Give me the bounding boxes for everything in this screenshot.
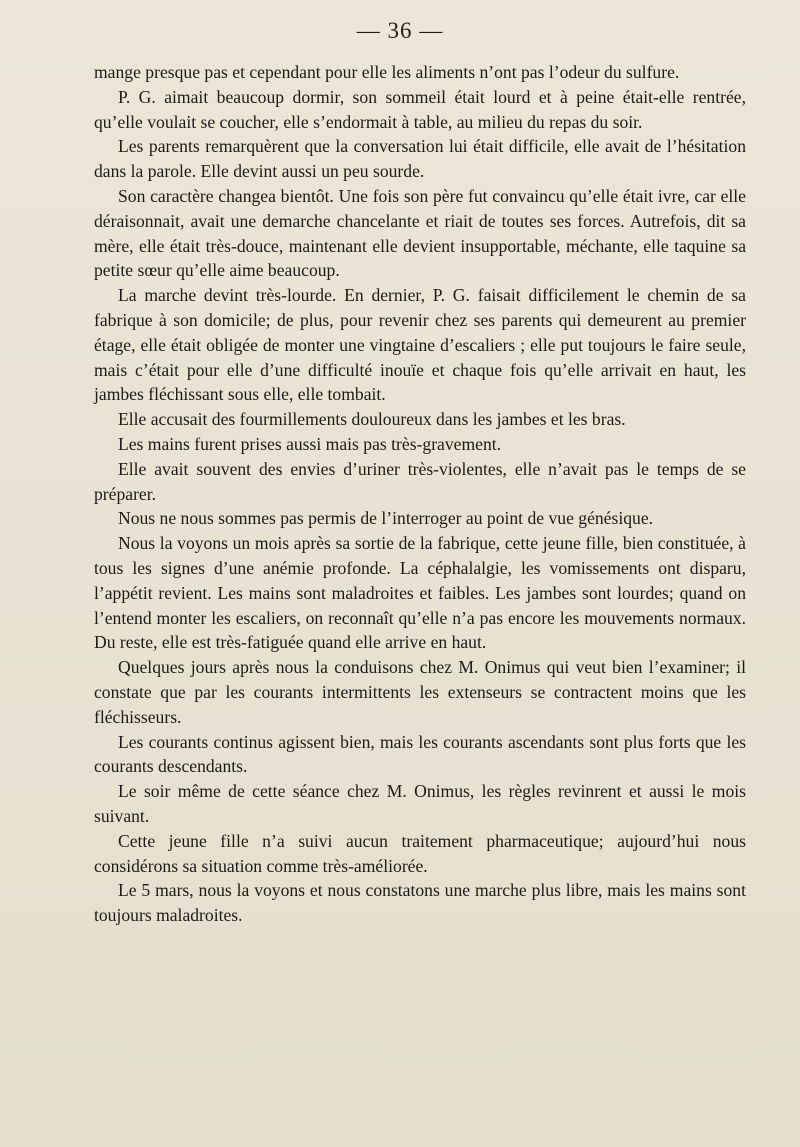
paragraph: Cette jeune fille n’a suivi aucun traitement pharmaceutique; aujourd’hui nous considérons sa situation comme très-améliorée.	[94, 830, 746, 876]
paragraph: Les parents remarquèrent que la conversation lui était difficile, elle avait de l’hésitation dans la parole. Elle devint aussi un peu sourde.	[94, 136, 746, 182]
paragraph: Nous ne nous sommes pas permis de l’interroger au point de vue génésique.	[118, 508, 654, 529]
paragraph: mange presque pas et cependant pour elle les aliments n’ont pas l’odeur du sulfure.	[94, 62, 680, 82]
paragraph: Le 5 mars, nous la voyons et nous constatons une marche plus libre, mais les mains sont toujours maladroites.	[94, 880, 746, 926]
page-number: — 36 —	[356, 18, 444, 43]
paragraph: Elle accusait des fourmillements douloureux dans les jambes et les bras.	[118, 409, 626, 430]
paragraph: Son caractère changea bientôt. Une fois son père fut convaincu qu’elle était ivre, car elle déraisonnait, avait une demarche chancelante et riait de toutes ses forces. Autrefois, dit sa mère, elle était très-douce, maintenant elle devient insupportable, méchante, elle taquine sa petite sœur qu’elle aime beaucoup.	[94, 185, 746, 281]
paragraph: Le soir même de cette séance chez M. Onimus, les règles revinrent et aussi le mois suivant.	[94, 781, 746, 826]
paragraph: La marche devint très-lourde. En dernier, P. G. faisait difficilement le chemin de sa fabrique à son domicile; de plus, pour revenir chez ses parents qui demeurent au premier étage, elle était obligée de monter une vingtaine d’escaliers ; elle put toujours le faire seule, mais c’était pour elle d’une difficulté inouïe et chaque fois qu’elle arrivait en haut, les jambes fléchissant sous elle, elle tombait.	[94, 285, 746, 405]
paragraph: Nous la voyons un mois après sa sortie de la fabrique, cette jeune fille, bien constituée, à tous les signes d’une anémie profonde. La céphalalgie, les vomissements ont disparu, l’appétit revient. Les mains sont maladroites et faibles. Les jambes sont lourdes; quand on l’entend monter les escaliers, on reconnaît qu’elle n’a pas encore les mouvements normaux. Du reste, elle est très-fatiguée quand elle arrive en haut.	[94, 533, 746, 653]
paragraph: Les courants continus agissent bien, mais les courants ascendants sont plus forts que les courants descendants.	[94, 731, 746, 777]
paragraph: P. G. aimait beaucoup dormir, son sommeil était lourd et à peine était-elle rentrée, qu’elle voulait se coucher, elle s’endormait à table, au milieu du repas du soir.	[94, 86, 746, 132]
paragraph: Quelques jours après nous la conduisons chez M. Onimus qui veut bien l’examiner; il constate que par les courants intermittents les extenseurs se contractent moins que les fléchisseurs.	[94, 657, 746, 727]
body-text	[94, 60, 746, 928]
paragraph: Les mains furent prises aussi mais pas très-gravement.	[118, 433, 502, 454]
paragraph: Elle avait souvent des envies d’uriner très-violentes, elle n’avait pas le temps de se préparer.	[94, 458, 746, 504]
